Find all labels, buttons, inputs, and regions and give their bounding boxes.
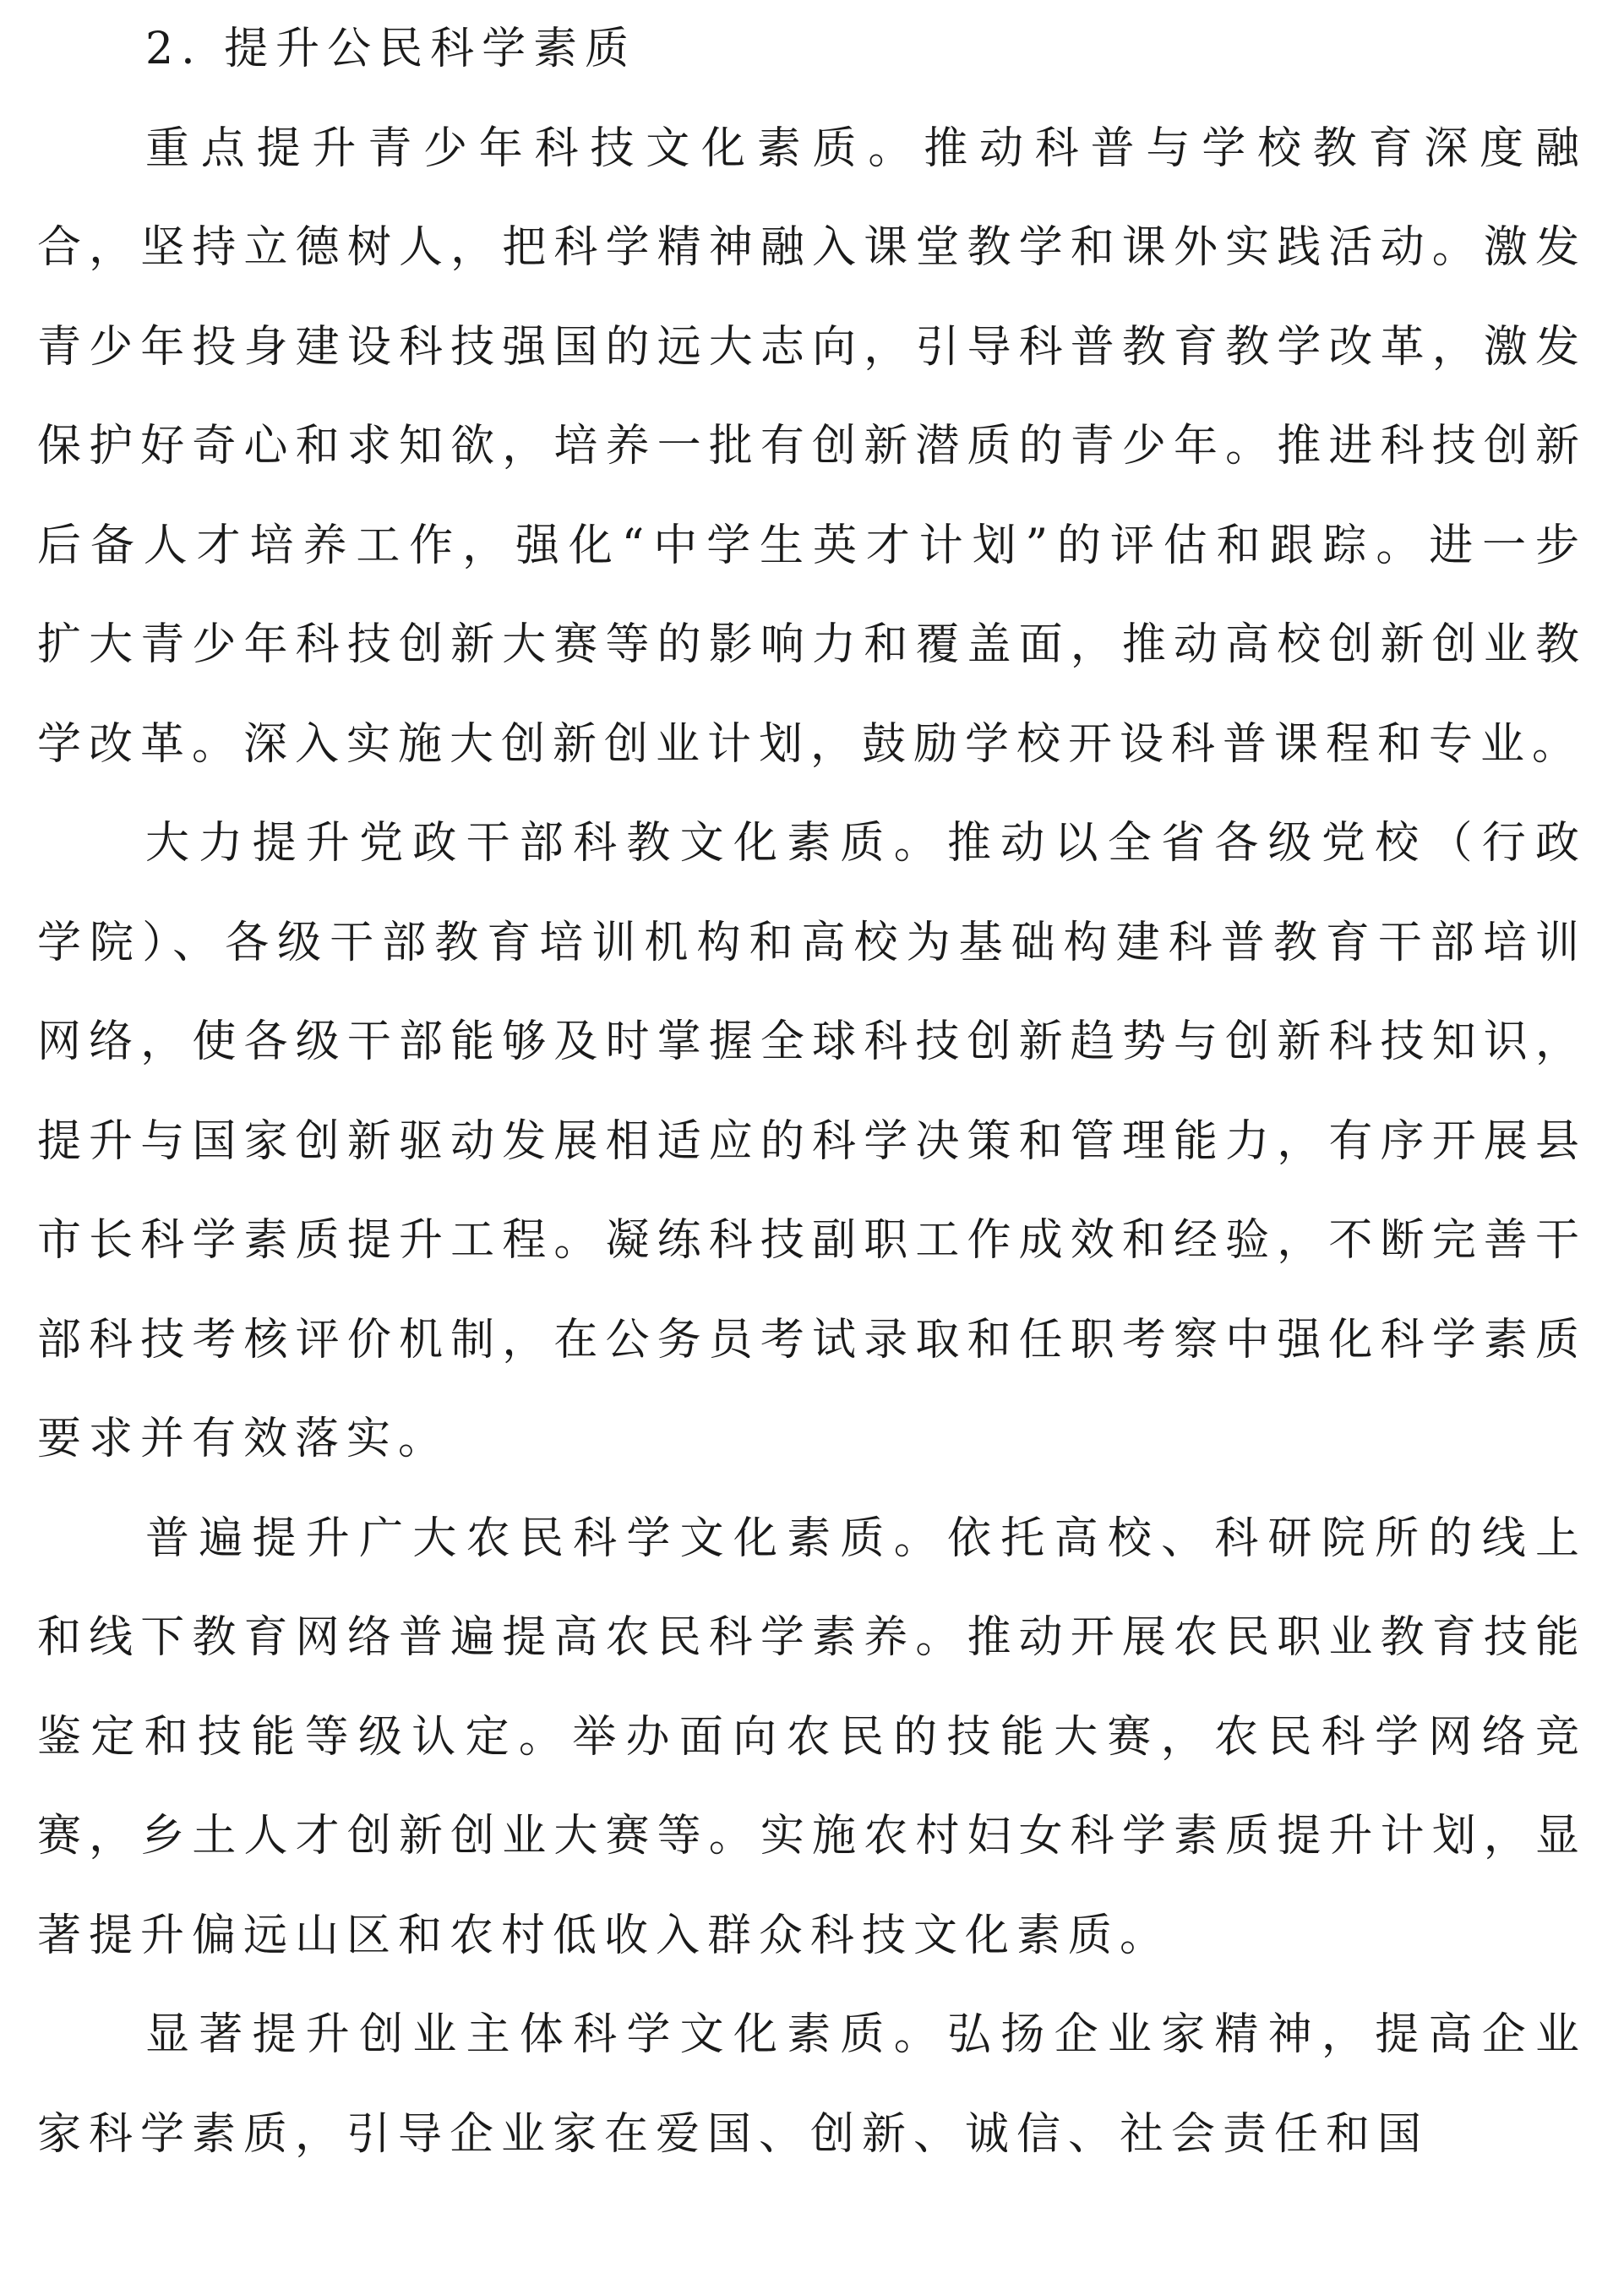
paragraph-youth: 重点提升青少年科技文化素质。推动科普与学校教育深度融合，坚持立德树人，把科学精神融入课堂教学和课外实践活动。激发青少年投身建设科技强国的远大志向，引导科普教育教学改革，激发保护好奇心和求知欲，培养一批有创新潜质的青少年。推进科技创新后备人才培养工作，强化“中学生英才计划”的评估和跟踪。进一步扩大青少年科技创新大赛等的影响力和覆盖面，推动高校创新创业教学改革。深入实施大创新创业计划，鼓励学校开设科普课程和专业。	[37, 123, 1587, 770]
paragraph-cadres: 大力提升党政干部科教文化素质。推动以全省各级党校（行政学院）、各级干部教育培训机构和高校为基础构建科普教育干部培训网络，使各级干部能够及时掌握全球科技创新趋势与创新科技知识，提升与国家创新驱动发展相适应的科学决策和管理能力，有序开展县市长科学素质提升工程。凝练科技副职工作成效和经验，不断完善干部科技考核评价机制，在公务员考试录取和任职考察中强化科学素质要求并有效落实。	[37, 818, 1587, 1464]
document-page	[37, 0, 1587, 2273]
paragraph-farmers: 普遍提升广大农民科学文化素质。依托高校、科研院所的线上和线下教育网络普遍提高农民科学素养。推动开展农民职业教育技能鉴定和技能等级认定。举办面向农民的技能大赛，农民科学网络竞赛，乡土人才创新创业大赛等。实施农村妇女科学素质提升计划，显著提升偏远山区和农村低收入群众科技文化素质。	[37, 1513, 1587, 1961]
section-heading: 2. 提升公民科学素质	[145, 24, 637, 74]
paragraph-entrepreneurs: 显著提升创业主体科学文化素质。弘扬企业家精神，提高企业家科学素质，引导企业家在爱国、创新、诚信、社会责任和国	[37, 2009, 1587, 2160]
